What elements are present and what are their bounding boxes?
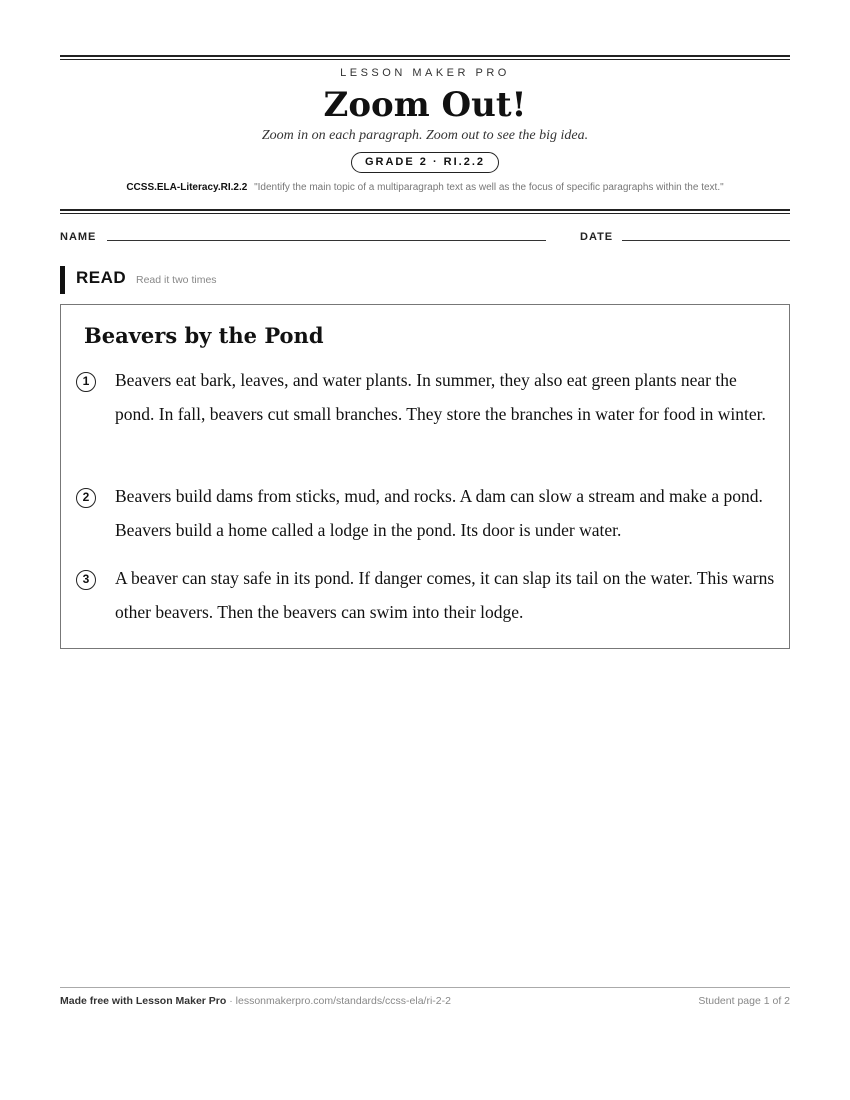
footer-made-with: Made free with Lesson Maker Pro — [60, 995, 227, 1007]
grade-badge-wrapper — [60, 152, 790, 173]
name-field-line[interactable] — [107, 240, 546, 241]
date-field-line[interactable] — [622, 240, 790, 241]
paragraph-text: Beavers eat bark, leaves, and water plants. In summer, they also eat green plants near the pond. In fall, beavers cut small branches. They store the branches in water for food in winter. — [115, 370, 766, 424]
top-double-rule — [60, 55, 790, 60]
name-label: NAME — [60, 231, 97, 243]
passage-box — [60, 304, 790, 649]
passage-title: Beavers by the Pond — [84, 323, 324, 348]
footer-rule — [60, 987, 790, 988]
header-bottom-double-rule — [60, 209, 790, 214]
footer-url: · lessonmakerpro.com/standards/ccss-ela/ri-2-2 — [226, 995, 451, 1007]
standard-description: "Identify the main topic of a multiparagraph text as well as the focus of specific paragraphs within the text." — [254, 182, 724, 193]
footer-credit — [60, 995, 451, 1007]
paragraph-text: A beaver can stay safe in its pond. If danger comes, it can slap its tail on the water. This warns other beavers. Then the beavers can swim into their lodge. — [115, 568, 775, 622]
date-label: DATE — [580, 231, 614, 243]
read-section-hint: Read it two times — [136, 274, 217, 286]
page-title: Zoom Out! — [323, 85, 527, 125]
read-section-bar — [60, 266, 65, 294]
paragraph-number-badge: 2 — [76, 488, 96, 508]
grade-badge: GRADE 2 · RI.2.2 — [351, 152, 499, 173]
footer-page-number: Student page 1 of 2 — [698, 995, 790, 1007]
brand-name: LESSON MAKER PRO — [340, 67, 510, 79]
paragraph-number-badge: 3 — [76, 570, 96, 590]
standard-line — [60, 182, 790, 193]
page-subtitle: Zoom in on each paragraph. Zoom out to see the big idea. — [261, 128, 589, 143]
standard-code: CCSS.ELA-Literacy.RI.2.2 — [126, 182, 248, 193]
paragraph-number-badge: 1 — [76, 372, 96, 392]
paragraph-text: Beavers build dams from sticks, mud, and rocks. A dam can slow a stream and make a pond. Beavers build a home called a lodge in the pond. Its door is under water. — [115, 486, 763, 540]
read-section-label: READ — [76, 268, 127, 287]
